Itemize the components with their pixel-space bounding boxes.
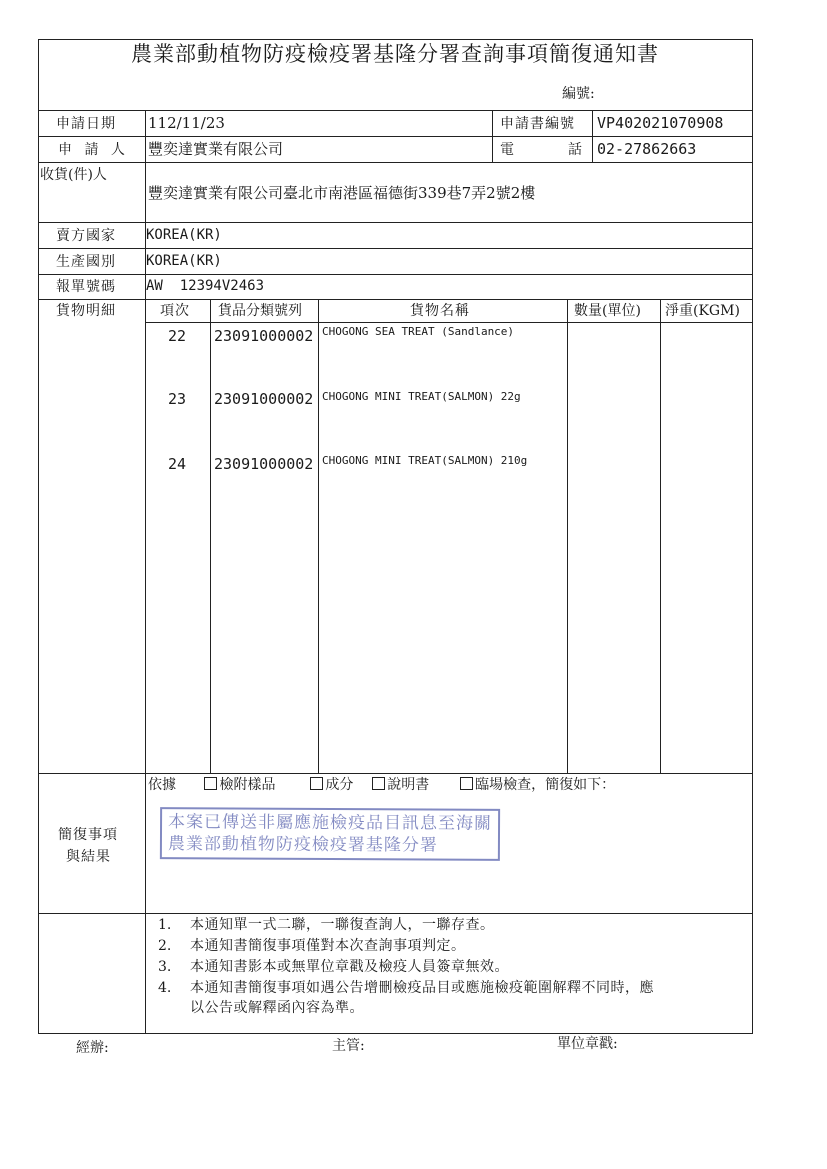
goods-row-no: 22: [168, 327, 187, 345]
goods-row-code: 23091000002: [214, 390, 314, 408]
result-options: [148, 777, 615, 792]
apply-date-label: 申請日期: [56, 116, 116, 132]
checkbox-ingredients-label: 成分: [325, 777, 354, 793]
checkbox-icon: [204, 777, 217, 790]
seller-country-value: KOREA(KR): [146, 227, 222, 243]
origin-label: 生產國別: [56, 254, 116, 270]
form-number-label: 申請書編號: [500, 116, 575, 132]
checkbox-icon: [460, 777, 473, 790]
supervisor-label: 主管:: [332, 1038, 365, 1054]
result-label-1: 簡復事項: [58, 827, 118, 843]
note-text: 以公告或解釋函內容為準。: [190, 1000, 364, 1016]
checkbox-inspection-label: 臨場檢查，簡復如下：: [475, 777, 616, 793]
goods-row-code: 23091000002: [214, 455, 314, 473]
consignee-label: 收貨(件)人: [40, 167, 107, 183]
checkbox-icon: [372, 777, 385, 790]
serial-number-label: 編號:: [562, 86, 595, 102]
checkbox-samples[interactable]: [204, 777, 275, 793]
checkbox-samples-label: 檢附樣品: [219, 777, 276, 793]
note-text: 本通知單一式二聯，一聯復查詢人，一聯存查。: [190, 917, 495, 933]
phone-label-2: 話: [568, 142, 583, 158]
goods-row-name: CHOGONG MINI TREAT(SALMON) 22g: [322, 390, 521, 403]
stamp-line-1: 本案已傳送非屬應施檢疫品目訊息至海關: [168, 812, 493, 834]
note-text: 本通知書簡復事項如遇公告增刪檢疫品目或應施檢疫範圍解釋不同時，應: [190, 980, 654, 996]
phone-value: 02-27862663: [597, 140, 697, 158]
goods-header-name: 貨物名稱: [410, 303, 470, 319]
goods-row-name: CHOGONG MINI TREAT(SALMON) 210g: [322, 454, 528, 467]
apply-date-value: 112/11/23: [148, 114, 225, 132]
declaration-label: 報單號碼: [56, 279, 116, 295]
stamp-line-2: 農業部動植物防疫檢疫署基隆分署: [167, 834, 438, 856]
goods-header-code: 貨品分類號列: [218, 303, 302, 319]
note-number: 4.: [158, 980, 172, 996]
goods-header-weight: 淨重(KGM): [665, 303, 740, 319]
unit-seal-label: 單位章戳:: [557, 1036, 618, 1052]
origin-value: KOREA(KR): [146, 253, 222, 269]
declaration-value: AW 12394V2463: [146, 278, 265, 294]
phone-label-1: 電: [500, 142, 515, 158]
goods-row-no: 24: [168, 455, 187, 473]
checkbox-manual[interactable]: [372, 777, 429, 793]
result-label-2: 與結果: [66, 849, 111, 865]
consignee-value: 豐奕達實業有限公司臺北市南港區福德街339巷7弄2號2樓: [148, 184, 536, 202]
goods-header-qty: 數量(單位): [574, 303, 641, 319]
note-number: 2.: [158, 938, 172, 954]
seller-country-label: 賣方國家: [56, 228, 116, 244]
goods-row-no: 23: [168, 390, 187, 408]
checkbox-inspection[interactable]: [460, 777, 615, 793]
goods-label: 貨物明細: [56, 303, 116, 319]
note-number: 1.: [158, 917, 172, 933]
note-number: 3.: [158, 959, 172, 975]
applicant-label: 申 請 人: [58, 142, 129, 158]
handler-label: 經辦:: [76, 1040, 109, 1056]
goods-row-code: 23091000002: [214, 327, 314, 345]
applicant-value: 豐奕達實業有限公司: [148, 140, 284, 158]
checkbox-icon: [310, 777, 323, 790]
official-stamp: [160, 807, 500, 861]
note-text: 本通知書簡復事項僅對本次查詢事項判定。: [190, 938, 466, 954]
checkbox-ingredients[interactable]: [310, 777, 353, 793]
checkbox-manual-label: 說明書: [387, 777, 430, 793]
form-number-value: VP402021070908: [597, 114, 724, 132]
basis-label: 依據: [148, 777, 176, 793]
note-text: 本通知書影本或無單位章戳及檢疫人員簽章無效。: [190, 959, 509, 975]
goods-header-no: 項次: [160, 303, 190, 319]
document-title: 農業部動植物防疫檢疫署基隆分署查詢事項簡復通知書: [131, 42, 659, 66]
goods-row-name: CHOGONG SEA TREAT (Sandlance): [322, 325, 515, 338]
